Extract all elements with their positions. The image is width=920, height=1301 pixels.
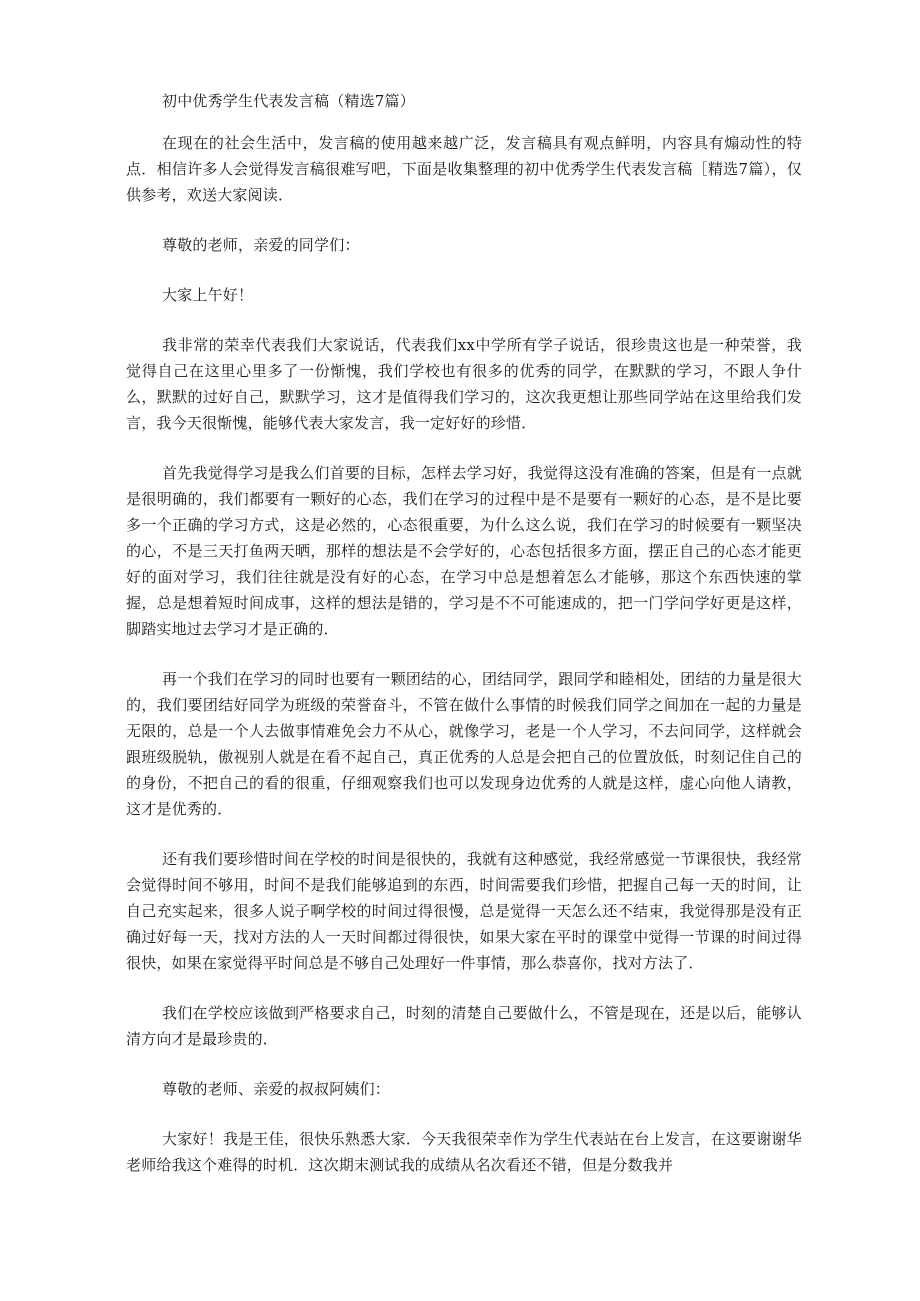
body-paragraph: 我非常的荣幸代表我们大家说话，代表我们xx中学所有学子说话，很珍贵这也是一种荣誉，我觉得自己在这里心里多了一份惭愧，我们学校也有很多的优秀的同学，在默默的学习，不跟人争什么，默默的过好自己，默默学习，这才是值得我们学习的，这次我更想让那些同学站在这里给我们发言，我今天很惭愧，能够代表大家发言，我一定好好的珍惜．	[126, 336, 802, 432]
greeting: 大家上午好！	[162, 286, 254, 304]
body-paragraph: 还有我们要珍惜时间在学校的时间是很快的，我就有这种感觉，我经常感觉一节课很快，我经常会觉得时间不够用，时间不是我们能够追到的东西，时间需要我们珍惜，把握自己每一天的时间，让自己充实起来，很多人说子啊学校的时间过得很慢，总是觉得一天怎么还不结束，我觉得那是没有正确过好每一天，找对方法的人一天时间都过得很快，如果大家在平时的课堂中觉得一节课的时间过得很快，如果在家觉得平时间总是不够自己处理好一件事情，那么恭喜你，找对方法了．	[126, 850, 802, 972]
body-paragraph: 大家好！我是王佳，很快乐熟悉大家．今天我很荣幸作为学生代表站在台上发言，在这要谢谢华老师给我这个难得的时机．这次期末测试我的成绩从名次看还不错，但是分数我并	[126, 1130, 802, 1174]
salutation: 尊敬的老师、亲爱的叔叔阿姨们：	[162, 1080, 391, 1098]
body-paragraph: 再一个我们在学习的同时也要有一颗团结的心，团结同学，跟同学和睦相处，团结的力量是很大的，我们要团结好同学为班级的荣誉奋斗，不管在做什么事情的时候我们同学之间加在一起的力量是无限的，总是一个人去做事情难免会力不从心，就像学习，老是一个人学习，不去问同学，这样就会跟班级脱轨，傲视别人就是在看不起自己，真正优秀的人总是会把自己的位置放低，时刻记住自己的的身份，不把自己的看的很重，仔细观察我们也可以发现身边优秀的人就是这样，虚心向他人请教，这才是优秀的．	[126, 670, 802, 818]
salutation: 尊敬的老师，亲爱的同学们：	[162, 236, 360, 254]
body-paragraph: 我们在学校应该做到严格要求自己，时刻的清楚自己要做什么，不管是现在，还是以后，能够认清方向才是最珍贵的．	[126, 1004, 802, 1048]
document-body	[126, 88, 802, 1178]
body-paragraph: 首先我觉得学习是我么们首要的目标，怎样去学习好，我觉得这没有准确的答案，但是有一点就是很明确的，我们都要有一颗好的心态，我们在学习的过程中是不是要有一颗好的心态，是不是比要多一个正确的学习方式，这是必然的，心态很重要，为什么这么说，我们在学习的时候要有一颗坚决的心，不是三天打鱼两天晒，那样的想法是不会学好的，心态包括很多方面，摆正自己的心态才能更好的面对学习，我们往往就是没有好的心态，在学习中总是想着怎么才能够，那这个东西快速的掌握，总是想着短时间成事，这样的想法是错的，学习是不不可能速成的，把一门学问学好更是这样，脚踏实地过去学习才是正确的．	[126, 464, 802, 638]
document-title: 初中优秀学生代表发言稿（精选7篇）	[162, 92, 415, 110]
intro-paragraph: 在现在的社会生活中，发言稿的使用越来越广泛，发言稿具有观点鲜明，内容具有煽动性的特点．相信许多人会觉得发言稿很难写吧，下面是收集整理的初中优秀学生代表发言稿［精选7篇），仅供参考，欢送大家阅读．	[126, 134, 802, 204]
